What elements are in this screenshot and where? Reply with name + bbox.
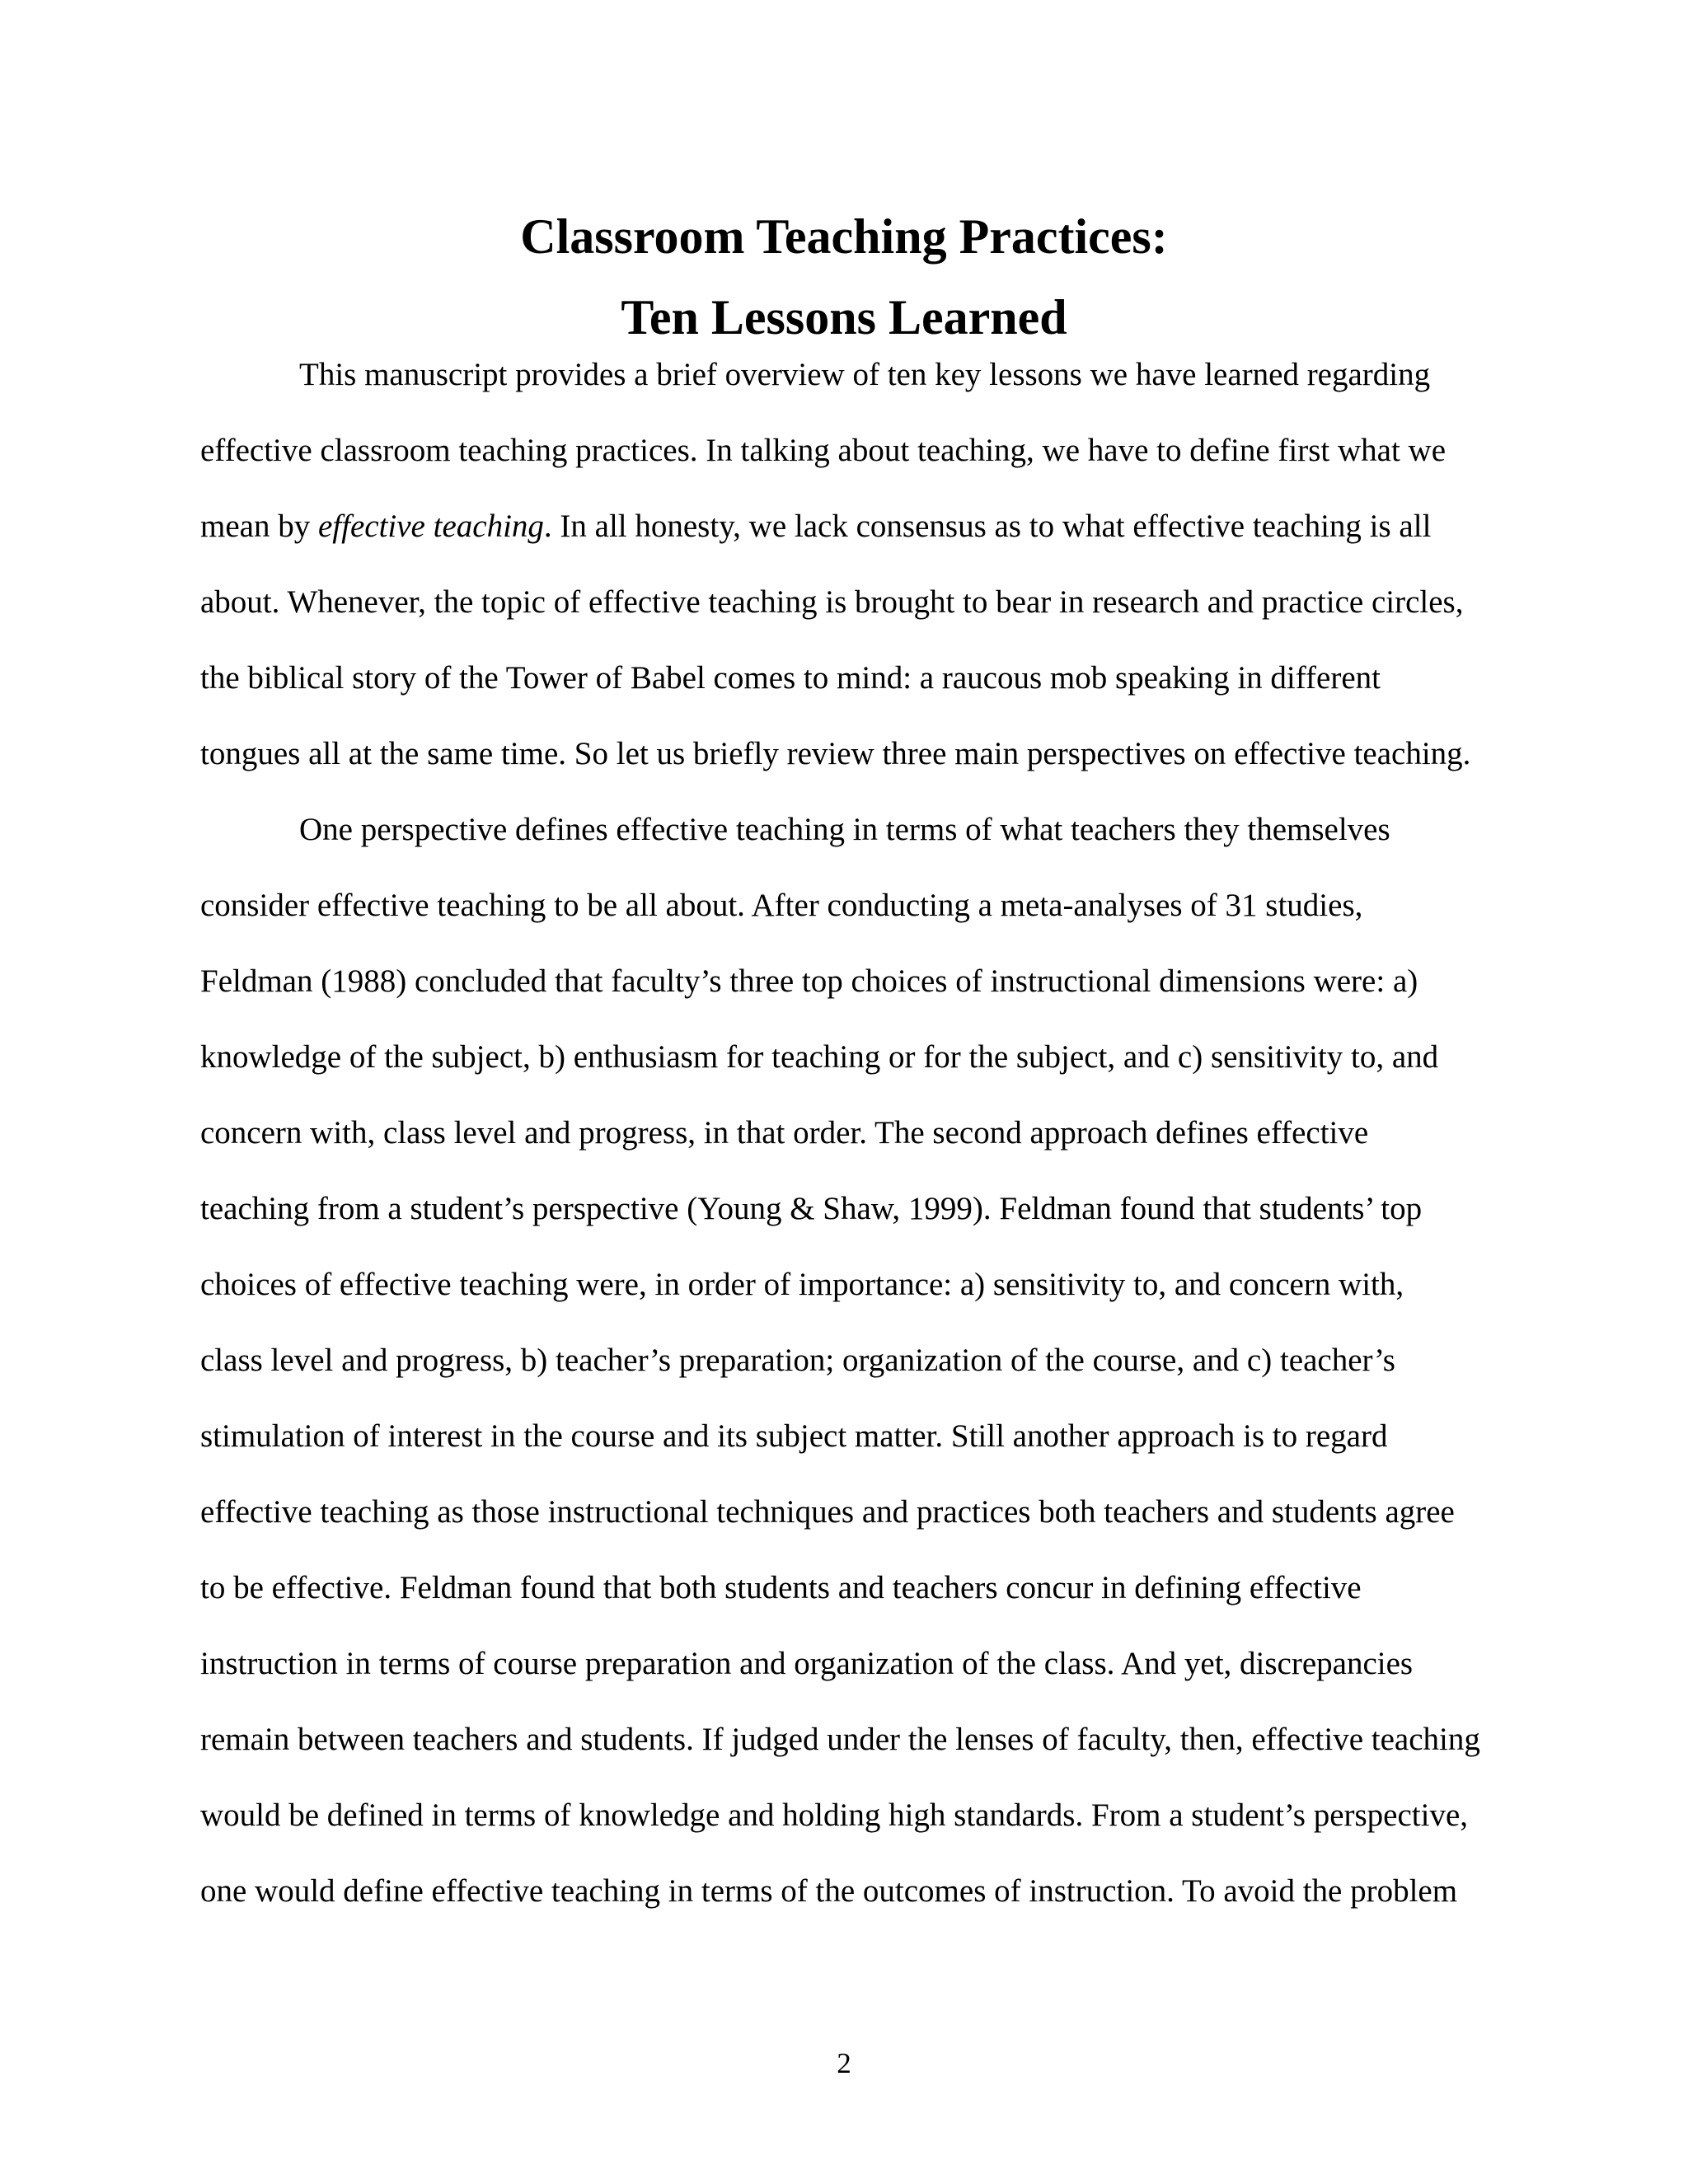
paragraph-1-line-3 — [200, 508, 1431, 546]
paragraph-1-line-6: tongues all at the same time. So let us briefly review three main perspectives on effective teaching. — [200, 736, 1471, 771]
paragraph-2-line-9: stimulation of interest in the course and its subject matter. Still another approach is to regard — [200, 1418, 1388, 1454]
paragraph-1-line-4: about. Whenever, the topic of effective teaching is brought to bear in research and practice circles, — [200, 584, 1464, 620]
title-line-1: Classroom Teaching Practices: — [520, 209, 1168, 264]
paragraph-2-line-14: would be defined in terms of knowledge and holding high standards. From a student’s perspective, — [200, 1797, 1469, 1833]
paragraph-1-line-2: effective classroom teaching practices. In talking about teaching, we have to define first what we — [200, 433, 1447, 468]
paragraph-2-line-4: knowledge of the subject, b) enthusiasm for teaching or for the subject, and c) sensitivity to, and — [200, 1039, 1439, 1075]
emphasis-effective-teaching: effective teaching — [317, 509, 544, 544]
paragraph-2-line-15: one would define effective teaching in terms of the outcomes of instruction. To avoid the problem — [200, 1873, 1458, 1909]
paragraph-2-line-10: effective teaching as those instructional techniques and practices both teachers and students agree — [200, 1494, 1455, 1530]
paragraph-2-line-13: remain between teachers and students. If judged under the lenses of faculty, then, effective teaching — [200, 1722, 1480, 1757]
title-line-2: Ten Lessons Learned — [621, 290, 1067, 344]
paragraph-2-line-7: choices of effective teaching were, in order of importance: a) sensitivity to, and concern with, — [200, 1267, 1404, 1302]
paragraph-1-line-3-prefix: mean by — [200, 509, 318, 544]
document-title — [0, 196, 1688, 358]
paragraph-1-line-5: the biblical story of the Tower of Babel comes to mind: a raucous mob speaking in different — [200, 660, 1381, 696]
page-number: 2 — [837, 2047, 851, 2079]
paragraph-2-line-3: Feldman (1988) concluded that faculty’s three top choices of instructional dimensions were: a) — [200, 963, 1418, 999]
paragraph-1-line-1: This manuscript provides a brief overview of ten key lessons we have learned regarding — [299, 357, 1431, 392]
paragraph-2-line-1: One perspective defines effective teaching in terms of what teachers they themselves — [299, 812, 1390, 847]
paragraph-2-line-11: to be effective. Feldman found that both students and teachers concur in defining effective — [200, 1570, 1362, 1605]
paragraph-2-line-8: class level and progress, b) teacher’s preparation; organization of the course, and c) teacher’s — [200, 1343, 1395, 1378]
paragraph-2-line-12: instruction in terms of course preparation and organization of the class. And yet, discrepancies — [200, 1646, 1414, 1681]
paragraph-2-line-2: consider effective teaching to be all about. After conducting a meta-analyses of 31 studies, — [200, 888, 1363, 923]
paragraph-1-line-3-suffix: . In all honesty, we lack consensus as to what effective teaching is all — [543, 509, 1432, 544]
paragraph-2-line-5: concern with, class level and progress, in that order. The second approach defines effective — [200, 1115, 1369, 1151]
paragraph-2-line-6: teaching from a student’s perspective (Young & Shaw, 1999). Feldman found that students’ top — [200, 1191, 1423, 1226]
